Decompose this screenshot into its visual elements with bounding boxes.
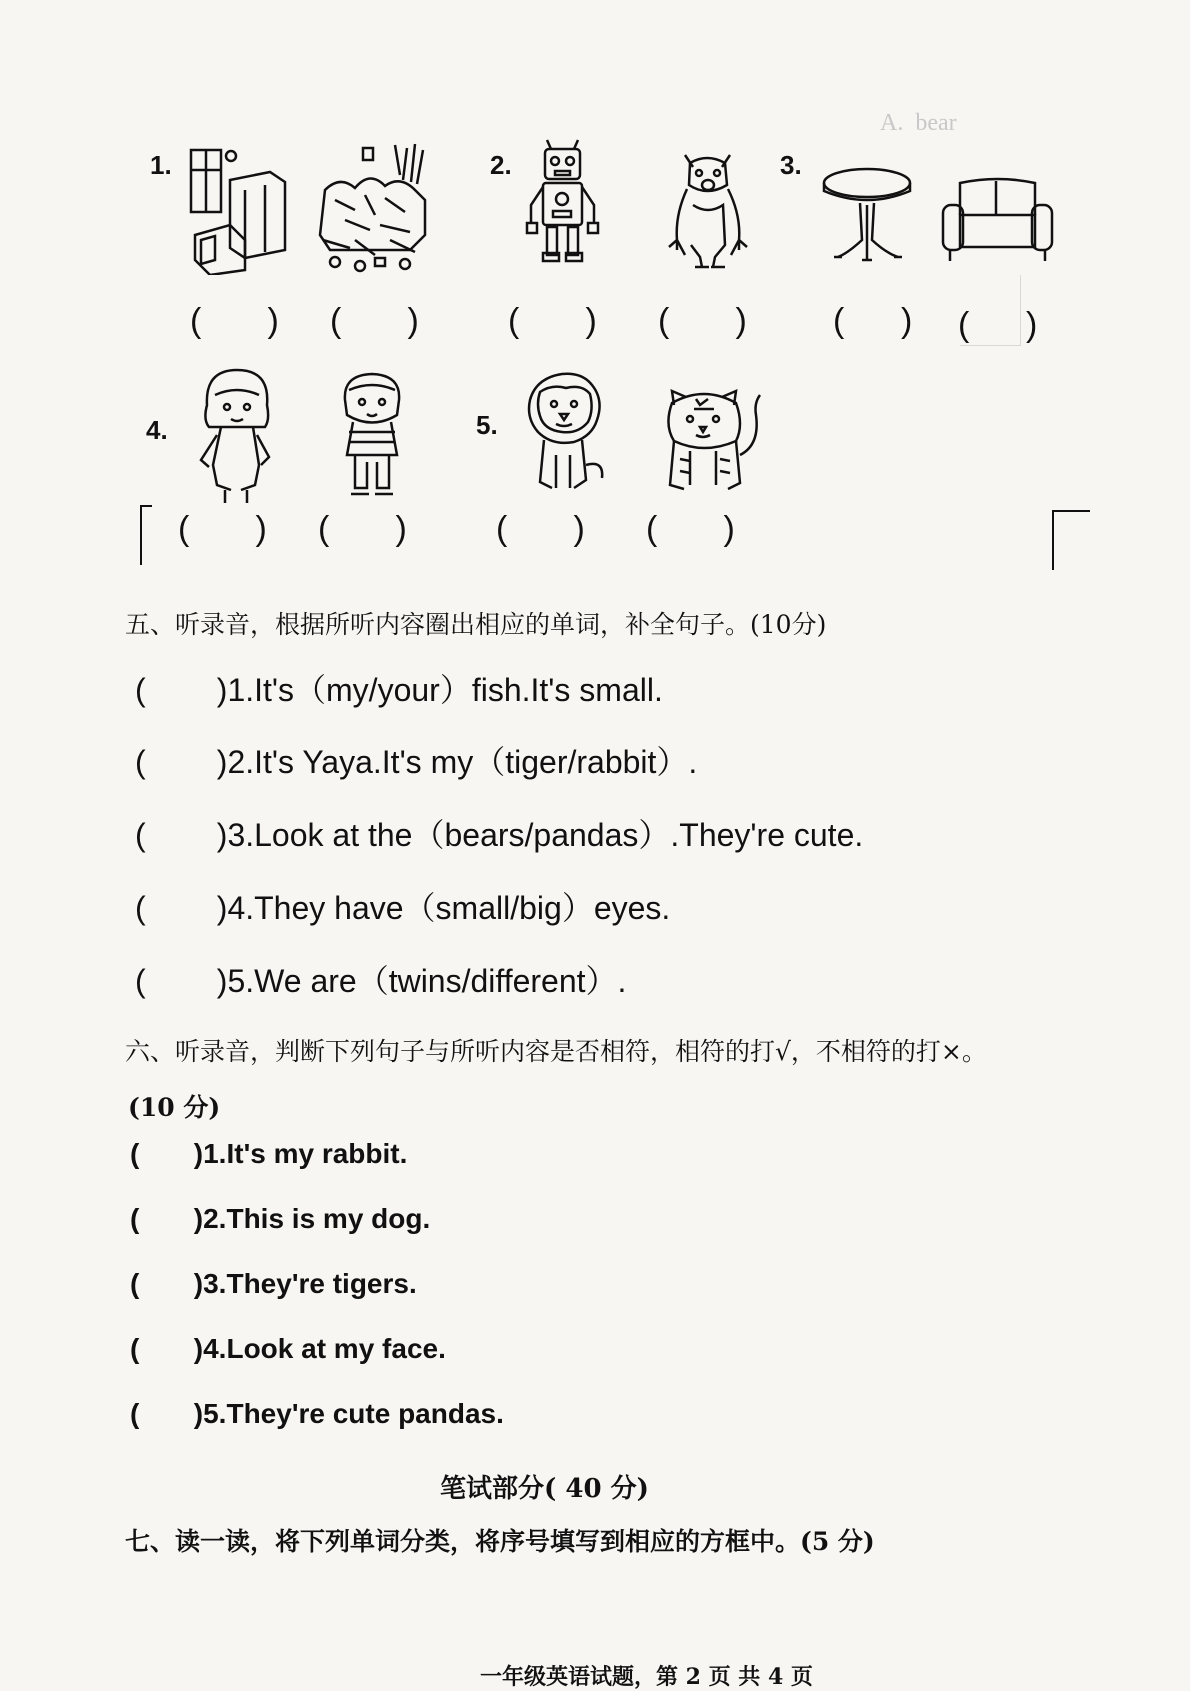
answer-bracket[interactable]: ( ) — [130, 1203, 204, 1234]
group-number: 1. — [150, 150, 172, 180]
sentence-text: 3.Look at the（bears/pandas）.They're cute. — [227, 817, 864, 853]
sentence-text: 4.They have（small/big）eyes. — [227, 890, 671, 926]
sentence-text: 1.It's my rabbit. — [203, 1138, 408, 1169]
sentence-text: 4.Look at my face. — [203, 1333, 446, 1364]
judgement-item — [130, 1333, 446, 1365]
page-footer: 一年级英语试题，第 2 页 共 4 页 — [480, 1664, 813, 1690]
listening-item — [135, 883, 670, 929]
boy-picture — [335, 370, 410, 500]
answer-bracket[interactable]: ( ) — [135, 744, 228, 780]
tiger-picture — [660, 385, 765, 495]
answer-bracket[interactable]: ( ) — [135, 963, 228, 999]
lion-picture — [522, 370, 607, 495]
answer-parentheses[interactable]: ( ) — [496, 510, 585, 548]
sentence-text: 2.It's Yaya.It's my（tiger/rabbit）. — [227, 744, 698, 780]
listening-item — [135, 737, 697, 783]
messy-room-picture — [315, 140, 435, 275]
monster-picture — [665, 145, 750, 270]
table-picture — [820, 165, 915, 265]
section-title: 六、听录音，判断下列句子与所听内容是否相符，相符的打√，不相符的打×。 — [125, 1037, 987, 1066]
scan-edge-line — [140, 505, 142, 565]
scan-edge-line — [1052, 510, 1054, 570]
listening-item — [135, 956, 626, 1002]
sentence-text: 1.It's（my/your）fish.It's small. — [227, 672, 663, 708]
room-picture — [185, 140, 295, 275]
answer-parentheses[interactable]: ( ) — [508, 302, 597, 340]
answer-parentheses[interactable]: ( ) — [318, 510, 407, 548]
section-title: 五、听录音，根据所听内容圈出相应的单词，补全句子。(10分) — [125, 610, 827, 639]
sofa-picture — [940, 175, 1055, 265]
bleed-through-mark: A. bear — [880, 110, 957, 136]
girl-picture — [195, 365, 280, 505]
sentence-text: 5.We are（twins/different）. — [227, 963, 627, 999]
section-title: 七、读一读，将下列单词分类，将序号填写到相应的方框中。(5 分) — [125, 1527, 875, 1556]
section-score: (10 分) — [128, 1093, 221, 1122]
judgement-item — [130, 1203, 430, 1235]
sentence-text: 2.This is my dog. — [203, 1203, 431, 1234]
sentence-text: 3.They're tigers. — [203, 1268, 417, 1299]
robot-picture — [525, 135, 600, 265]
answer-parentheses[interactable]: ( ) — [658, 302, 747, 340]
group-number: 3. — [780, 150, 802, 180]
sentence-text: 5.They're cute pandas. — [203, 1398, 504, 1429]
judgement-item — [130, 1138, 407, 1170]
answer-parentheses[interactable]: ( ) — [178, 510, 267, 548]
listening-item — [135, 665, 663, 711]
answer-parentheses[interactable]: ( ) — [646, 510, 735, 548]
answer-parentheses[interactable]: ( ) — [958, 306, 1038, 344]
group-number: 5. — [476, 410, 498, 440]
answer-bracket[interactable]: ( ) — [135, 817, 228, 853]
listening-item — [135, 810, 863, 856]
judgement-item — [130, 1268, 417, 1300]
judgement-item — [130, 1398, 504, 1430]
written-part-heading: 笔试部分( 40 分) — [440, 1474, 649, 1504]
answer-bracket[interactable]: ( ) — [130, 1333, 204, 1364]
answer-bracket[interactable]: ( ) — [135, 890, 228, 926]
answer-parentheses[interactable]: ( ) — [190, 302, 279, 340]
answer-parentheses[interactable]: ( ) — [330, 302, 419, 340]
answer-bracket[interactable]: ( ) — [130, 1398, 204, 1429]
answer-bracket[interactable]: ( ) — [130, 1138, 204, 1169]
answer-bracket[interactable]: ( ) — [130, 1268, 204, 1299]
group-number: 2. — [490, 150, 512, 180]
answer-bracket[interactable]: ( ) — [135, 672, 228, 708]
scan-edge-line — [140, 505, 152, 507]
scan-edge-line — [1052, 510, 1090, 512]
group-number: 4. — [146, 415, 168, 445]
answer-parentheses[interactable]: ( ) — [833, 302, 913, 340]
